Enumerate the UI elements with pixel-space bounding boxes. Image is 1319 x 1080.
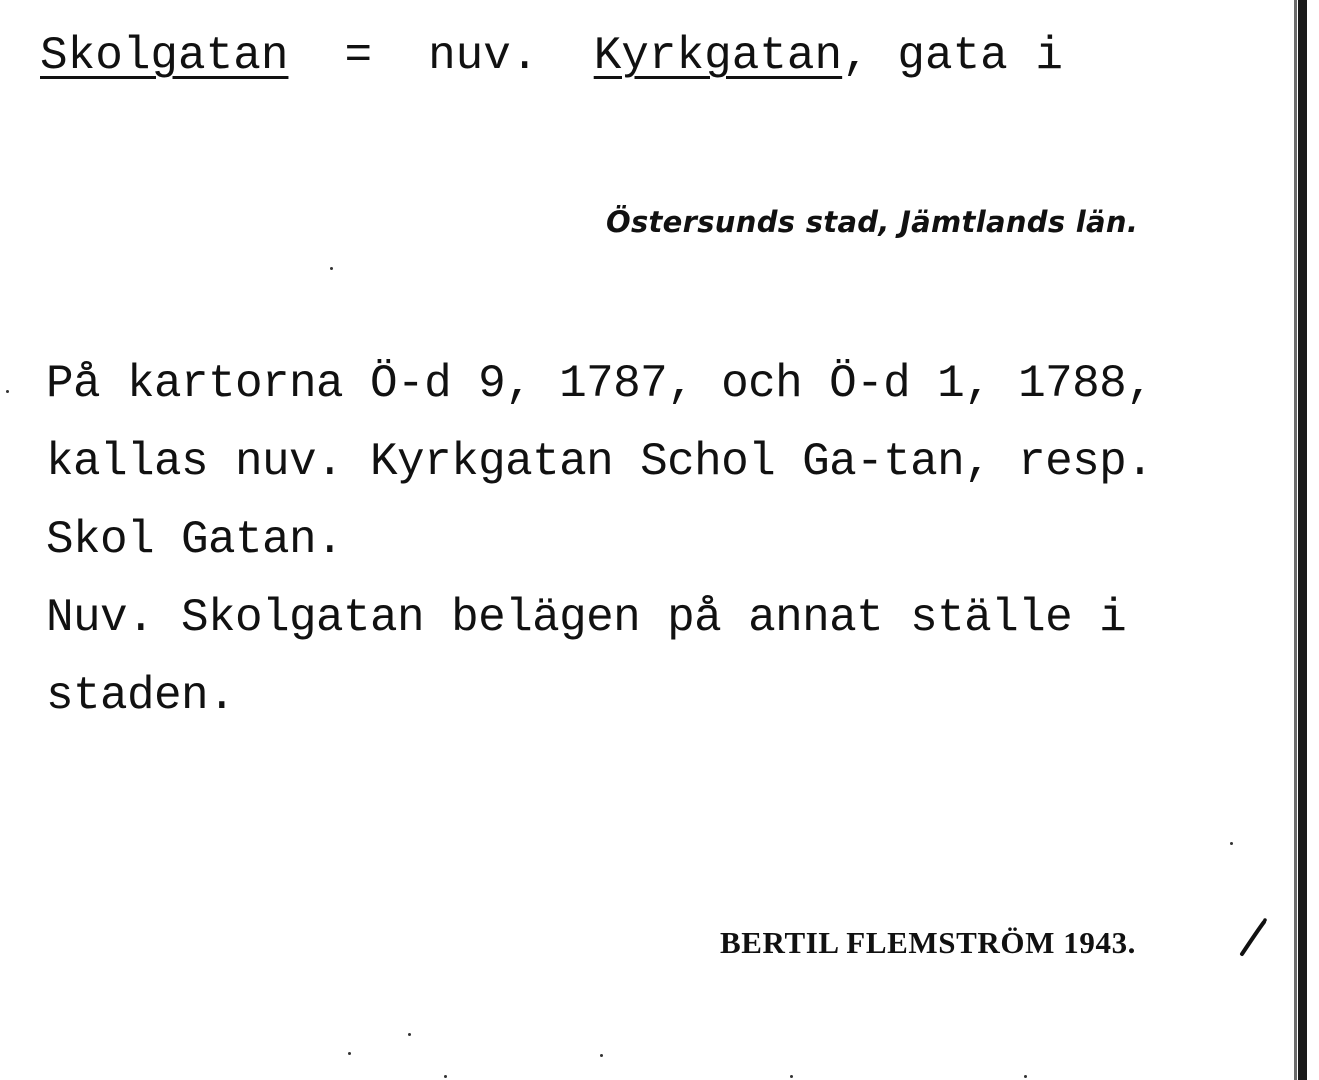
body-line: Nuv. Skolgatan belägen på annat ställe i <box>46 592 1127 644</box>
signature: BERTIL FLEMSTRÖM 1943. <box>720 925 1137 960</box>
scan-speck <box>444 1075 447 1078</box>
scan-speck <box>330 267 333 270</box>
scan-speck <box>408 1033 411 1036</box>
handwritten-tick-mark <box>1238 916 1268 960</box>
card-edge-bar <box>1298 0 1307 1080</box>
body-line: staden. <box>46 670 236 722</box>
body-line: Skol Gatan. <box>46 514 344 566</box>
current-street-name: Kyrkgatan <box>593 30 843 82</box>
headword: Skolgatan <box>40 30 289 82</box>
body-line: På kartorna Ö-d 9, 1787, och Ö-d 1, 1788, <box>46 358 1154 410</box>
scan-speck <box>348 1052 351 1055</box>
scan-speck <box>6 390 9 393</box>
scan-speck <box>1024 1075 1027 1078</box>
heading-suffix: , gata i <box>842 30 1063 82</box>
scan-speck <box>1230 842 1233 845</box>
scan-speck <box>790 1075 793 1078</box>
location-line: Östersunds stad, Jämtlands län. <box>606 205 1139 239</box>
body-line: kallas nuv. Kyrkgatan Schol Ga-tan, resp. <box>46 436 1154 488</box>
current-prefix: nuv. <box>428 30 539 82</box>
equals-sign: = <box>344 30 373 82</box>
card-heading <box>40 28 1063 84</box>
card-edge-shadow <box>1294 0 1297 1080</box>
scan-speck <box>600 1054 603 1057</box>
card-body <box>46 345 1291 735</box>
